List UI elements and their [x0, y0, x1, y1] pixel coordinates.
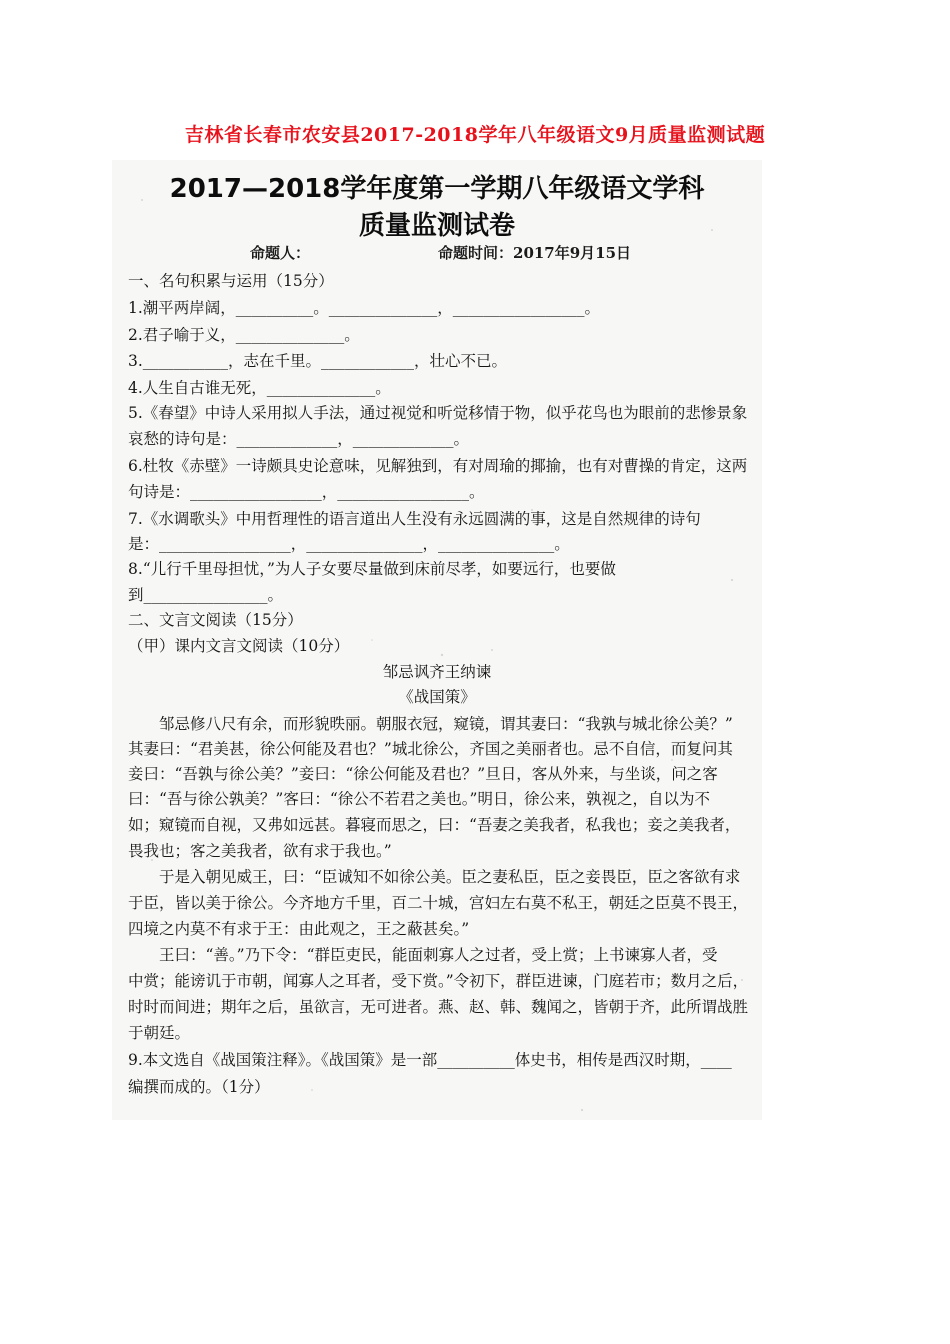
question-line: 编撰而成的。（1分） — [128, 1078, 270, 1096]
passage-line: 妾曰：“吾孰与徐公美？”妾曰：“徐公何能及君也？”旦日，客从外来，与坐谈，问之客 — [128, 765, 718, 783]
question-line: 句诗是：_________________，_________________。 — [128, 483, 485, 501]
subsection-heading: （甲）课内文言文阅读（10分） — [128, 637, 350, 655]
exam-subheading: 质量监测试卷 — [358, 211, 515, 241]
passage-source: 《战国策》 — [398, 688, 476, 706]
question-line: 7.《水调歌头》中用哲理性的语言道出人生没有永远圆满的事，这是自然规律的诗句 — [128, 510, 701, 528]
exam-heading: 2017—2018学年度第一学期八年级语文学科 — [169, 174, 705, 204]
passage-line: 中赏；能谤讥于市朝，闻寡人之耳者，受下赏。”令初下，群臣进谏，门庭若市；数月之后， — [128, 972, 749, 990]
question-line: 2.君子喻于义，______________。 — [128, 326, 360, 344]
passage-line: 于臣，皆以美于徐公。今齐地方千里，百二十城，宫妇左右莫不私王，朝廷之臣莫不畏王， — [128, 894, 749, 912]
passage-line: 时时而间进；期年之后，虽欲言，无可进者。燕、赵、韩、魏闻之，皆朝于齐，此所谓战胜 — [128, 998, 749, 1016]
question-line: 8.“儿行千里母担忧，”为人子女要尽量做到床前尽孝，如要远行，也要做 — [128, 560, 616, 578]
question-line: 3.___________，志在千里。____________，壮心不已。 — [128, 352, 508, 370]
passage-line: 畏我也；客之美我者，欲有求于我也。” — [128, 842, 392, 860]
passage-title: 邹忌讽齐王纳谏 — [382, 663, 492, 681]
section-heading: 二、文言文阅读（15分） — [128, 611, 303, 629]
document-title: 吉林省长春市农安县2017-2018学年八年级语文9月质量监测试题 — [184, 124, 766, 146]
section-heading: 一、名句积累与运用（15分） — [128, 272, 334, 290]
passage-line: 王曰：“善。”乃下令：“群臣吏民，能面刺寡人之过者，受上赏；上书谏寡人者，受 — [128, 946, 718, 964]
question-line: 哀愁的诗句是：_____________，_____________。 — [128, 430, 470, 448]
passage-line: 曰：“吾与徐公孰美？”客曰：“徐公不若君之美也。”明日，徐公来，孰视之，自以为不 — [128, 790, 710, 808]
question-line: 5.《春望》中诗人采用拟人手法，通过视觉和听觉移情于物，似乎花鸟也为眼前的悲惨景象 — [128, 404, 748, 422]
passage-line: 邹忌修八尺有余，而形貌昳丽。朝服衣冠，窥镜，谓其妻曰：“我孰与城北徐公美？” — [128, 715, 733, 733]
passage-line: 如；窥镜而自视，又弗如远甚。暮寝而思之，曰：“吾妻之美我者，私我也；妾之美我者， — [128, 816, 741, 834]
passage-line: 于是入朝见威王，曰：“臣诚知不如徐公美。臣之妻私臣，臣之妾畏臣，臣之客欲有求 — [128, 868, 741, 886]
question-line: 6.杜牧《赤壁》一诗颇具史论意味，见解独到，有对周瑜的揶揄，也有对曹操的肯定，这两 — [128, 457, 748, 475]
question-line: 到________________。 — [128, 586, 284, 604]
question-line: 9.本文选自《战国策注释》。《战国策》是一部__________体史书，相传是西汉时期，____ — [128, 1051, 732, 1069]
passage-line: 四境之内莫不有求于王：由此观之，王之蔽甚矣。” — [128, 920, 470, 938]
question-line: 是：_________________，_______________，_______________。 — [128, 535, 570, 553]
question-line: 1.潮平两岸阔，__________。______________，_________________。 — [128, 299, 601, 317]
question-line: 4.人生自古谁无死，______________。 — [128, 379, 391, 397]
exam-date: 命题时间：2017年9月15日 — [438, 244, 632, 262]
passage-line: 其妻曰：“君美甚，徐公何能及君也？”城北徐公，齐国之美丽者也。忌不自信，而复问其 — [128, 740, 733, 758]
passage-line: 于朝廷。 — [128, 1024, 191, 1042]
setter-label: 命题人： — [250, 244, 311, 262]
